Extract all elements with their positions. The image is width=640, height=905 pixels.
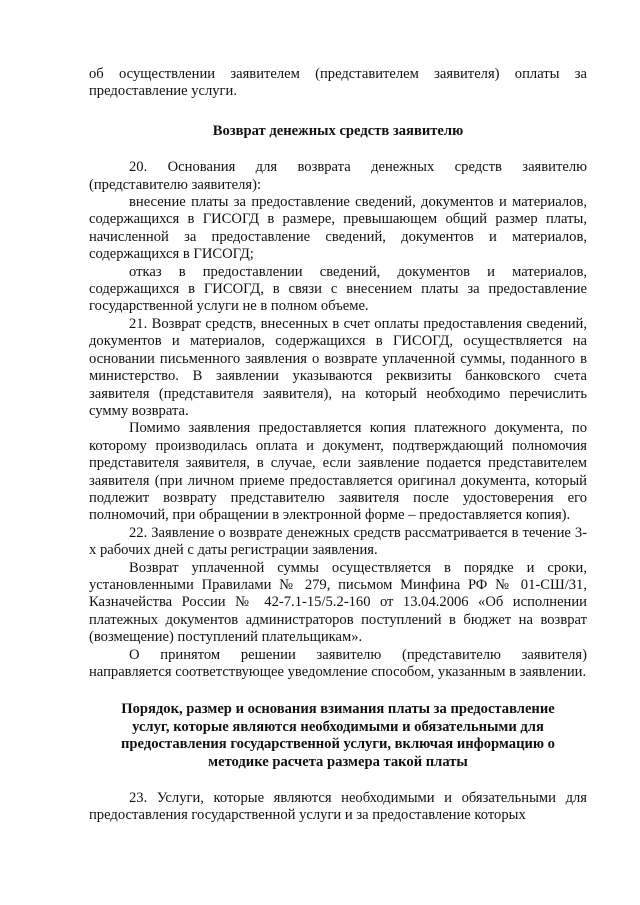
paragraph-22-notification: О принятом решении заявителю (представителю заявителя) направляется соответствующее уведомление способом, указанным в заявлении. [89, 646, 587, 680]
heading-fees: Порядок, размер и основания взимания платы за предоставление услуг, которые являются необходимыми и обязательными для предоставления государственной услуги, включая информацию о методике расчета размера такой платы [121, 701, 555, 770]
paragraph-20: 20. Основания для возврата денежных средств заявителю (представителю заявителя): [89, 159, 587, 193]
paragraph-21: 21. Возврат средств, внесенных в счет оплаты предоставления сведений, документов и материалов, содержащихся в ГИСОГД, осуществляется на основании письменного заявления о возврате уплаченной суммы, поданного в министерство. В заявлении указываются реквизиты банковского счета заявителя (представителя заявителя), на который необходимо перечислить сумму возврата. [89, 315, 587, 419]
paragraph-22: 22. Заявление о возврате денежных средств рассматривается в течение 3-х рабочих дней с даты регистрации заявления. [89, 524, 587, 559]
intro-paragraph: об осуществлении заявителем (представителем заявителя) оплаты за предоставление услуги. [89, 66, 587, 100]
paragraph-23: 23. Услуги, которые являются необходимыми и обязательными для предоставления государственной услуги и за предоставление которых [89, 790, 587, 824]
paragraph-20-item-b: отказ в предоставлении сведений, документов и материалов, содержащихся в ГИСОГД, в связи с внесением платы за предоставление государственной услуги не в полном объеме. [89, 263, 587, 315]
heading-refund: Возврат денежных средств заявителю [212, 122, 464, 139]
document-page [89, 66, 587, 825]
paragraph-22-refund-order: Возврат уплаченной суммы осуществляется в порядке и сроки, установленными Правилами № 279, письмом Минфина РФ № 01-СШ/31, Казначейства России № 42-7.1-15/5.2-160 от 13.04.2006 «Об исполнении платежных документов администраторов поступлений в бюджет на возврат (возмещение) поступлений плательщикам». [89, 559, 587, 646]
paragraph-20-item-a: внесение платы за предоставление сведений, документов и материалов, содержащихся в ГИСОГД в размере, превышающем общий размер платы, начисленной за предоставление сведений, документов и материалов, содержащихся в ГИСОГД; [89, 194, 587, 263]
paragraph-21-documents: Помимо заявления предоставляется копия платежного документа, по которому производилась оплата и документ, подтверждающий полномочия представителя заявителя, в случае, если заявление подается представителем заявителя (при личном приеме предоставляется оригинал документа, который подлежит возврату представителю заявителя после удостоверения его полномочий, при обращении в электронной форме – предоставляется копия). [89, 420, 587, 524]
